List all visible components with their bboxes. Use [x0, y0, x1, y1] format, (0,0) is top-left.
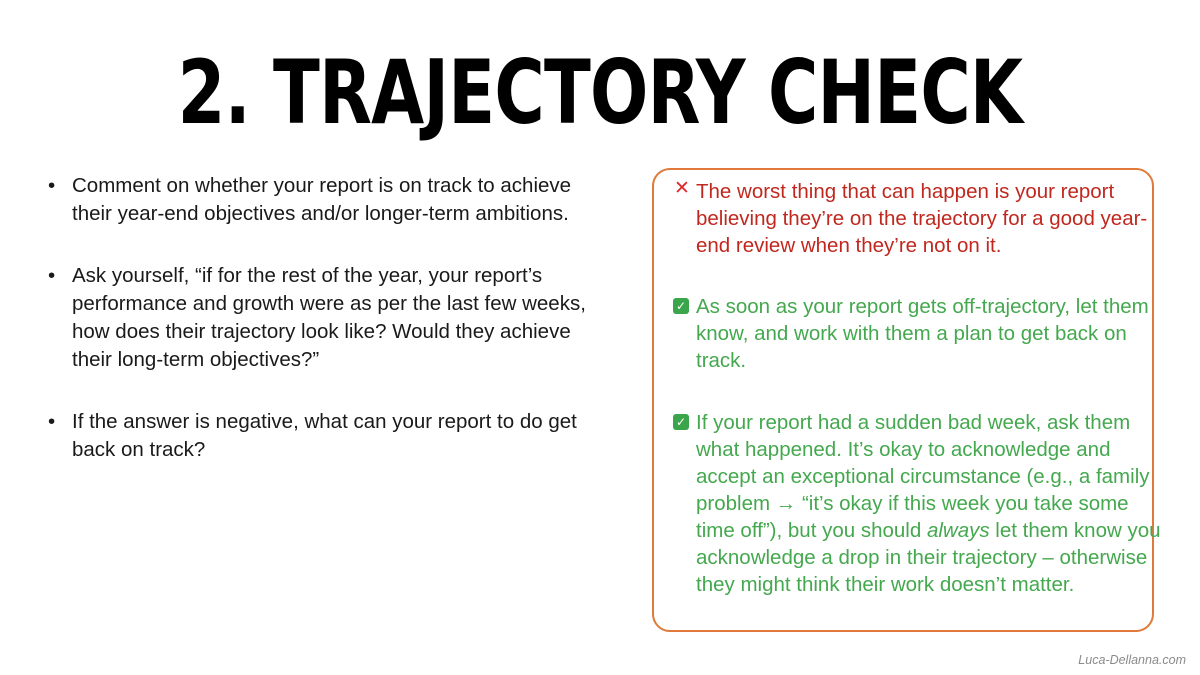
bullet-item	[46, 408, 586, 464]
tip-text-part: let them know you acknowledge a drop in their trajectory – otherwise they might think their work doesn’t matter.	[696, 519, 1161, 596]
bullet-dot-icon: •	[48, 264, 56, 287]
bullet-item	[46, 262, 586, 374]
cross-mark-icon: ✕	[674, 178, 690, 199]
tip-text: As soon as your report gets off-trajectory, let them know, and work with them a plan to get back on track.	[696, 295, 1149, 372]
bullet-dot-icon: •	[48, 410, 56, 433]
slide-title: 2. TRAJECTORY CHECK	[177, 41, 1023, 144]
tip-text-emphasis: always	[926, 519, 990, 542]
bullet-text: Ask yourself, “if for the rest of the year, your report’s performance and growth were as per the last few weeks, how does their trajectory look like? Would they achieve their long-term objectives?”	[72, 264, 586, 371]
warning-text: The worst thing that can happen is your report believing they’re on the trajectory for a good year-end review when they’re not on it.	[696, 180, 1148, 257]
tip-note	[673, 409, 1163, 598]
footer-credit: Luca-Dellanna.com	[1078, 653, 1186, 667]
bullet-text: If the answer is negative, what can your report to do get back on track?	[72, 410, 577, 461]
tip-text-part: If your report had a sudden bad week, ask them what happened. It’s okay to acknowledge and accept an exceptional circumstance (e.g., a family problem → “it’s okay if this week you take some time off”), but you should	[696, 411, 1150, 542]
bullet-dot-icon: •	[48, 174, 56, 197]
tip-note	[673, 293, 1163, 374]
bullet-item	[46, 172, 586, 228]
check-mark-icon: ✓	[673, 414, 689, 430]
warning-note	[673, 178, 1163, 259]
check-mark-icon: ✓	[673, 298, 689, 314]
bullet-list	[46, 172, 586, 498]
bullet-text: Comment on whether your report is on track to achieve their year-end objectives and/or longer-term ambitions.	[72, 174, 572, 225]
tip-text	[673, 409, 1163, 598]
